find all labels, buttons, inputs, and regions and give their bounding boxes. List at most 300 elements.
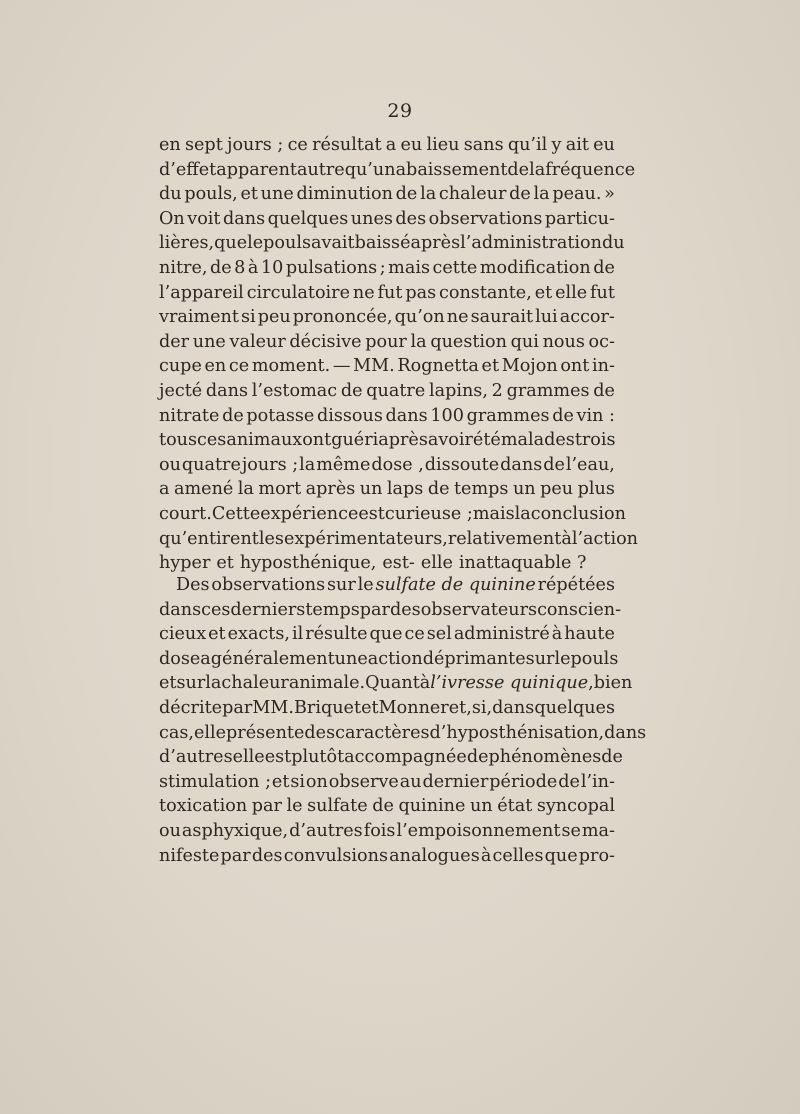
word: répétées — [537, 575, 615, 595]
word: et — [481, 356, 500, 377]
word: peau. — [552, 184, 602, 205]
word: sur — [525, 648, 555, 669]
word: accor- — [559, 307, 615, 328]
word: 10 — [260, 257, 284, 278]
word: autre — [296, 159, 345, 180]
word: ont — [560, 356, 590, 377]
word: syncopal — [536, 796, 615, 817]
word: temps — [453, 479, 509, 500]
word: par — [359, 599, 390, 620]
word: ce — [228, 356, 250, 377]
word: à — [480, 845, 492, 866]
word: cupe — [159, 356, 202, 377]
word: Des — [176, 575, 210, 595]
word: — — [332, 356, 351, 377]
word: présente — [226, 722, 305, 743]
word: à — [551, 624, 563, 645]
word: d’autres — [289, 820, 363, 841]
word: que — [544, 845, 578, 866]
word: cette — [432, 257, 478, 278]
word: particu- — [544, 208, 615, 229]
word: MM. — [353, 356, 395, 377]
word: un — [512, 479, 536, 500]
word: si, — [471, 697, 493, 718]
word: eu — [593, 135, 615, 155]
word: ces — [197, 430, 227, 451]
text-line — [159, 281, 615, 306]
text-line — [159, 207, 615, 232]
word: de — [372, 796, 394, 817]
text-line — [159, 158, 636, 183]
word: cas, — [159, 722, 194, 743]
word: peu — [540, 479, 574, 500]
word: Quant — [365, 673, 420, 694]
word: dissoute — [424, 454, 500, 475]
text-line — [159, 598, 622, 623]
text-line — [159, 477, 615, 502]
word: unes — [350, 208, 393, 229]
word: de — [466, 747, 489, 768]
word: qu’un — [344, 159, 396, 180]
word: dose , — [371, 454, 424, 475]
word: a — [385, 135, 397, 155]
word: elle — [420, 553, 453, 574]
word: lui — [535, 307, 558, 328]
word: au — [399, 771, 422, 792]
word: la — [299, 454, 316, 475]
word: inattaquable ? — [458, 553, 587, 574]
word: animaux — [226, 430, 303, 451]
word: animale. — [288, 673, 366, 694]
word: relativement — [447, 528, 562, 549]
word: elle — [555, 282, 588, 303]
word: si — [290, 771, 305, 792]
text-line — [159, 182, 615, 207]
word-punctuation: , — [588, 673, 594, 694]
word: laps — [386, 479, 424, 500]
word: après — [378, 430, 428, 451]
word: de — [558, 771, 580, 792]
paragraph-sulfate-de-quinine — [159, 573, 647, 868]
word: pro- — [578, 845, 615, 866]
word: qu’il — [507, 135, 548, 155]
word: curieuse ; — [384, 503, 473, 524]
word: et — [534, 282, 553, 303]
word: a — [159, 479, 170, 500]
word: Mojon — [501, 356, 558, 377]
word: phénomènes — [488, 747, 602, 768]
word: il — [291, 624, 304, 645]
word: des — [251, 845, 283, 866]
word: de — [552, 405, 574, 426]
word: 2 — [491, 380, 503, 401]
text-line — [159, 453, 615, 478]
word: stimulation ; — [159, 771, 271, 792]
word: pouls — [263, 233, 312, 254]
word: été — [472, 430, 501, 451]
word: quelques — [267, 208, 349, 229]
word: temps — [305, 599, 360, 620]
word: dans — [492, 697, 535, 718]
word: derniers — [230, 599, 306, 620]
word: nitrate — [159, 405, 220, 426]
word: grammes — [466, 405, 550, 426]
text-line — [159, 819, 615, 844]
word: dans — [205, 380, 249, 401]
word: ou — [159, 454, 181, 475]
word: pouls, — [184, 184, 238, 205]
word: expérience — [260, 503, 359, 524]
word: convulsions — [283, 845, 389, 866]
text-line — [159, 354, 615, 379]
word: exacts, — [227, 624, 290, 645]
word: plus — [577, 479, 615, 500]
word: de — [593, 380, 615, 401]
word: sel — [426, 624, 452, 645]
word: généralement — [210, 648, 335, 669]
word: lières, — [159, 233, 215, 254]
word: grammes — [506, 380, 590, 401]
word: de — [593, 257, 615, 278]
word: hyposthénique, — [239, 553, 377, 574]
word: l’empoisonnement — [396, 820, 561, 841]
word: le — [554, 648, 571, 669]
word: dissous — [316, 405, 383, 426]
word: ou — [159, 820, 181, 841]
word: sept — [184, 135, 223, 155]
word: par — [251, 796, 282, 817]
word: est — [358, 503, 385, 524]
word: l’estomac — [251, 380, 338, 401]
word: bien — [593, 673, 633, 694]
word: de — [601, 747, 623, 768]
word: 8 — [234, 257, 246, 278]
word: modification — [479, 257, 591, 278]
word: pulsations — [285, 257, 378, 278]
word: quatre — [366, 380, 426, 401]
text-line — [159, 573, 615, 598]
word: dernier — [422, 771, 489, 792]
word: de — [395, 184, 418, 205]
word: de — [209, 257, 232, 278]
page-number: 29 — [387, 100, 413, 122]
word: la — [410, 331, 427, 352]
word: de — [427, 479, 450, 500]
word: se — [561, 820, 581, 841]
word: dose — [159, 648, 201, 669]
word: quatre — [181, 454, 241, 475]
word: ma- — [581, 820, 615, 841]
word: en — [159, 135, 181, 155]
word: caractères — [335, 722, 430, 743]
word: pouls — [570, 648, 619, 669]
word: qui — [510, 331, 539, 352]
word: après — [410, 233, 461, 254]
word: un — [469, 796, 493, 817]
word: administré — [453, 624, 550, 645]
text-line — [159, 721, 647, 746]
text-line — [159, 502, 626, 527]
word: mais — [388, 257, 430, 278]
word: voit — [187, 208, 221, 229]
word: sur — [176, 673, 206, 694]
word: hyper — [159, 553, 211, 574]
word: toxication — [159, 796, 248, 817]
word: et — [361, 697, 379, 718]
word: que — [369, 624, 403, 645]
word: jours ; — [241, 454, 299, 475]
word: valeur — [229, 331, 286, 352]
word: que — [214, 233, 248, 254]
word: la — [420, 184, 437, 205]
word: et — [208, 624, 226, 645]
word: et — [240, 184, 258, 205]
word: on — [305, 771, 328, 792]
text-line — [159, 794, 615, 819]
word: nitre, — [159, 257, 208, 278]
word: résultat — [312, 135, 382, 155]
word: qu’en — [159, 528, 209, 549]
word: de — [543, 454, 565, 475]
word: sulfate de quinine — [375, 575, 536, 595]
word: ne — [446, 307, 469, 328]
word: avait — [311, 233, 355, 254]
word: baissé — [354, 233, 411, 254]
word: la — [237, 479, 254, 500]
word: même — [316, 454, 371, 475]
text-line — [159, 844, 615, 869]
word: jecté — [159, 380, 203, 401]
word: abaissement — [395, 159, 508, 180]
word: vin : — [576, 405, 615, 426]
word: de — [340, 380, 363, 401]
word: l’action — [571, 528, 638, 549]
word: observateurs — [420, 599, 538, 620]
word: quelques — [534, 697, 615, 718]
word: ces — [201, 599, 231, 620]
word: des — [395, 208, 427, 229]
word: vraiment — [159, 307, 239, 328]
word: prononcée, — [292, 307, 393, 328]
word: pas — [405, 282, 437, 303]
word: mais — [472, 503, 515, 524]
word: MM. — [252, 697, 294, 718]
word: accompagnée — [344, 747, 467, 768]
word: l’administration — [460, 233, 602, 254]
word: qu’on — [394, 307, 445, 328]
word: est- — [382, 553, 415, 574]
word: moment. — [251, 356, 331, 377]
word: dans — [500, 454, 543, 475]
text-line — [159, 696, 615, 721]
word: le — [247, 233, 264, 254]
word: des — [304, 722, 336, 743]
word: mort — [258, 479, 302, 500]
word: conscien- — [537, 599, 622, 620]
word: et — [216, 553, 234, 574]
word: du — [159, 184, 182, 205]
word: à — [419, 673, 431, 694]
word: déprimante — [422, 648, 526, 669]
word: chaleur — [438, 184, 507, 205]
word: analogues — [389, 845, 480, 866]
word: et — [159, 673, 177, 694]
word: y — [551, 135, 562, 155]
text-line — [159, 379, 615, 404]
word: in- — [592, 356, 615, 377]
text-line — [159, 551, 615, 576]
word: avoir — [427, 430, 473, 451]
word: ce — [287, 135, 308, 155]
word: plutôt — [291, 747, 345, 768]
word: si — [241, 307, 256, 328]
word: décisive — [289, 331, 362, 352]
text-line — [159, 745, 623, 770]
word: le — [286, 796, 303, 817]
text-line — [159, 404, 615, 429]
word: d’hyposthénisation, — [429, 722, 605, 743]
word: guéri — [331, 430, 379, 451]
paragraph-nitre — [159, 133, 638, 576]
word: fois — [363, 820, 396, 841]
word: Cette — [211, 503, 261, 524]
word: Rognetta — [397, 356, 479, 377]
word: action — [367, 648, 423, 669]
word: tirent — [208, 528, 259, 549]
word: cieux — [159, 624, 207, 645]
word: l’ivresse quinique, — [430, 671, 593, 696]
word: Briquet — [294, 697, 362, 718]
word: la — [533, 184, 550, 205]
word: d’autres — [159, 747, 233, 768]
word: pour — [365, 331, 407, 352]
word: saurait — [470, 307, 534, 328]
word: potasse — [246, 405, 315, 426]
text-line — [159, 770, 615, 795]
word: sulfate — [307, 796, 368, 817]
word: est — [264, 747, 292, 768]
word: décrite — [159, 697, 223, 718]
word: de — [509, 184, 531, 205]
word: lapins, — [428, 380, 488, 401]
word: circulatoire — [246, 282, 351, 303]
word: une — [260, 184, 294, 205]
word: observations — [211, 575, 326, 595]
word: dans — [604, 722, 647, 743]
word: 100 — [430, 405, 464, 426]
word: par — [222, 697, 253, 718]
word: la — [529, 159, 546, 180]
word: quinine — [398, 796, 466, 817]
word: malades — [500, 430, 575, 451]
word: une — [192, 331, 226, 352]
word: diminution — [296, 184, 393, 205]
word: ont — [302, 430, 332, 451]
word: lieu — [426, 135, 460, 155]
word: chaleur — [221, 673, 289, 694]
word: ne — [352, 282, 375, 303]
word: trois — [574, 430, 616, 451]
word: la — [205, 673, 222, 694]
word: du — [601, 233, 625, 254]
word: ce — [404, 624, 425, 645]
word: jours ; — [227, 135, 284, 155]
text-line — [159, 305, 615, 330]
word: tous — [159, 430, 198, 451]
word: de — [507, 159, 530, 180]
word: nous — [542, 331, 585, 352]
word: haute — [564, 624, 615, 645]
word: une — [334, 648, 368, 669]
word: fut — [590, 282, 615, 303]
word: Monneret, — [378, 697, 472, 718]
word: un — [359, 479, 383, 500]
word: les — [258, 528, 284, 549]
word: asphyxique, — [181, 820, 289, 841]
word: On — [159, 208, 185, 229]
word: expérimentateurs, — [283, 528, 448, 549]
word: ; — [379, 257, 386, 278]
word: constante, — [439, 282, 532, 303]
word: l’in- — [580, 771, 615, 792]
word: peu — [257, 307, 291, 328]
word: elle — [193, 722, 227, 743]
word: question — [430, 331, 507, 352]
text-line — [159, 622, 615, 647]
word: par — [220, 845, 251, 866]
text-line — [159, 231, 625, 256]
word: la — [514, 503, 531, 524]
text-line — [159, 527, 638, 552]
word: court. — [159, 503, 212, 524]
word: après — [305, 479, 356, 500]
word: à — [247, 257, 259, 278]
word: de — [222, 405, 244, 426]
word: l’appareil — [159, 282, 244, 303]
word: observe — [328, 771, 399, 792]
word: sur — [327, 575, 356, 595]
word: ait — [565, 135, 589, 155]
word: conclusion — [530, 503, 626, 524]
word: dans — [159, 599, 202, 620]
word: oc- — [588, 331, 615, 352]
word: d’effet — [159, 159, 217, 180]
text-line — [159, 647, 619, 672]
word: eu — [400, 135, 423, 155]
word: apparent — [216, 159, 297, 180]
word: le — [357, 575, 374, 595]
text-line — [159, 256, 615, 281]
text-line — [159, 133, 615, 158]
word: observations — [428, 208, 543, 229]
word: fréquence — [545, 159, 636, 180]
word: dans — [223, 208, 266, 229]
word: amené — [173, 479, 234, 500]
word: sans — [463, 135, 504, 155]
word: état — [497, 796, 533, 817]
text-line — [159, 428, 615, 453]
text-line — [159, 671, 633, 696]
word: à — [561, 528, 572, 549]
word: résulte — [305, 624, 368, 645]
word: nifeste — [159, 845, 220, 866]
word: dans — [385, 405, 428, 426]
word: a — [200, 648, 211, 669]
word: celles — [492, 845, 544, 866]
word: des — [389, 599, 421, 620]
word: elle — [232, 747, 265, 768]
word: période — [489, 771, 558, 792]
